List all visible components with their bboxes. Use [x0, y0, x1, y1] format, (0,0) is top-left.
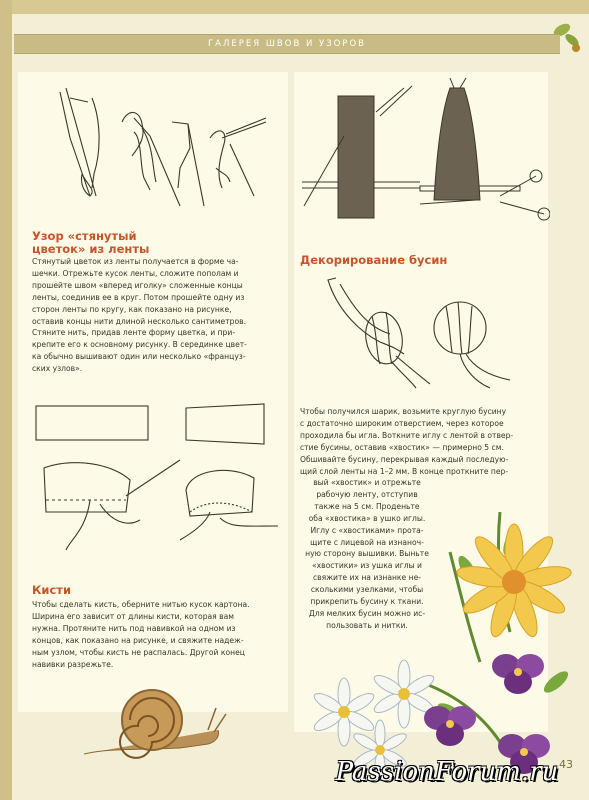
tassels-text: [32, 599, 282, 670]
tassel-winding-illustration: [300, 76, 550, 236]
text-line: свяжите их на изнанке не-: [313, 573, 421, 583]
text-line: крепите его к основному рисунку. В серединке цвет-: [32, 340, 247, 350]
text-line: щий слой ленты на 1–2 мм. В конце проткните пер-: [300, 466, 509, 476]
text-line: оставив концы нити длиной несколько сантиметров.: [32, 316, 246, 326]
text-line: проходила бы игла. Воткните иглу с лентой в отвер-: [300, 430, 514, 440]
text-line: Чтобы получился шарик, возьмите круглую бусину: [300, 407, 507, 416]
text-line: Чтобы сделать кисть, оберните нитью кусок картона.: [32, 600, 250, 609]
top-band: [0, 0, 589, 14]
text-line: ка обычно вышивают один или несколько «француз-: [32, 352, 246, 362]
text-line: концов, как показано на рисунке, и свяжите надеж-: [32, 635, 244, 645]
text-line: пользовать и нитки.: [326, 620, 408, 630]
text-line: Иглу с «хвостиками» прота-: [310, 525, 424, 535]
page-header: [14, 34, 560, 54]
text-line: прикрепить бусину к ткани.: [310, 597, 424, 607]
page-number: 43: [559, 758, 573, 771]
text-line: прошейте швом «вперед иголку» сложенные концы: [32, 280, 243, 290]
text-line: ских узлов».: [32, 364, 83, 374]
text-line: сколькими узелками, чтобы: [310, 585, 424, 595]
text-line: рабочую ленту, отступив: [316, 489, 418, 499]
text-line: оба «хвостика» в ушко иглы.: [308, 513, 426, 523]
embroidered-snail-photo: [80, 684, 230, 764]
text-line: стие бусины, оставив «хвостик» — примерно 5 см.: [300, 442, 504, 452]
text-line: щите с лицевой на изнаноч-: [310, 537, 424, 547]
site-watermark: PassionForum.ru: [335, 757, 559, 787]
text-line: также на 5 см. Проденьте: [314, 501, 420, 511]
text-line: Для мелких бусин можно ис-: [308, 608, 426, 618]
text-line: шечки. Отрежьте кусок ленты, сложите пополам и: [32, 268, 239, 278]
bead-decoration-illustration: [300, 272, 550, 392]
text-line: с достаточно широким отверстием, через которое: [300, 418, 504, 428]
header-title: ГАЛЕРЕЯ ШВОВ И УЗОРОВ: [207, 39, 367, 49]
section-title-bead-decoration: Декорирование бусин: [300, 253, 448, 267]
left-band: [0, 0, 12, 800]
ribbon-gathering-illustration: [30, 400, 285, 570]
text-line: сторон ленты по кругу, как показано на рисунке,: [32, 304, 232, 314]
text-line: Стянутый цветок из ленты получается в форме ча-: [32, 257, 239, 266]
text-line: нужна. Протяните нить под навивкой на одном из: [32, 623, 236, 633]
bead-text-full: [300, 406, 548, 477]
text-line: вый «хвостик» и отрежьте: [313, 478, 421, 487]
text-line: Обшивайте бусину, перекрывая каждый последую-: [300, 454, 509, 464]
ribbon-flower-text: [32, 256, 282, 375]
text-line: «хвостики» из ушка иглы и: [312, 561, 422, 571]
text-line: ную сторону вышивки. Выньте: [305, 549, 429, 559]
text-line: навивки разрежьте.: [32, 659, 114, 669]
text-line: ным узлом, чтобы кисть не распалась. Другой конец: [32, 647, 245, 657]
text-line: Ширина его зависит от длины кисти, которая вам: [32, 611, 235, 621]
section-title-ribbon-flower: Узор «стянутый цветок» из ленты: [32, 229, 150, 256]
text-line: ленты, соединив ее в круг. Потом прошейте одну из: [32, 292, 245, 302]
text-line: Стяните нить, придав ленте форму цветка, и при-: [32, 328, 236, 338]
ribbon-flower-illustration: [30, 78, 280, 208]
section-title-tassels: Кисти: [32, 583, 71, 597]
yellow-flower: [455, 524, 572, 640]
